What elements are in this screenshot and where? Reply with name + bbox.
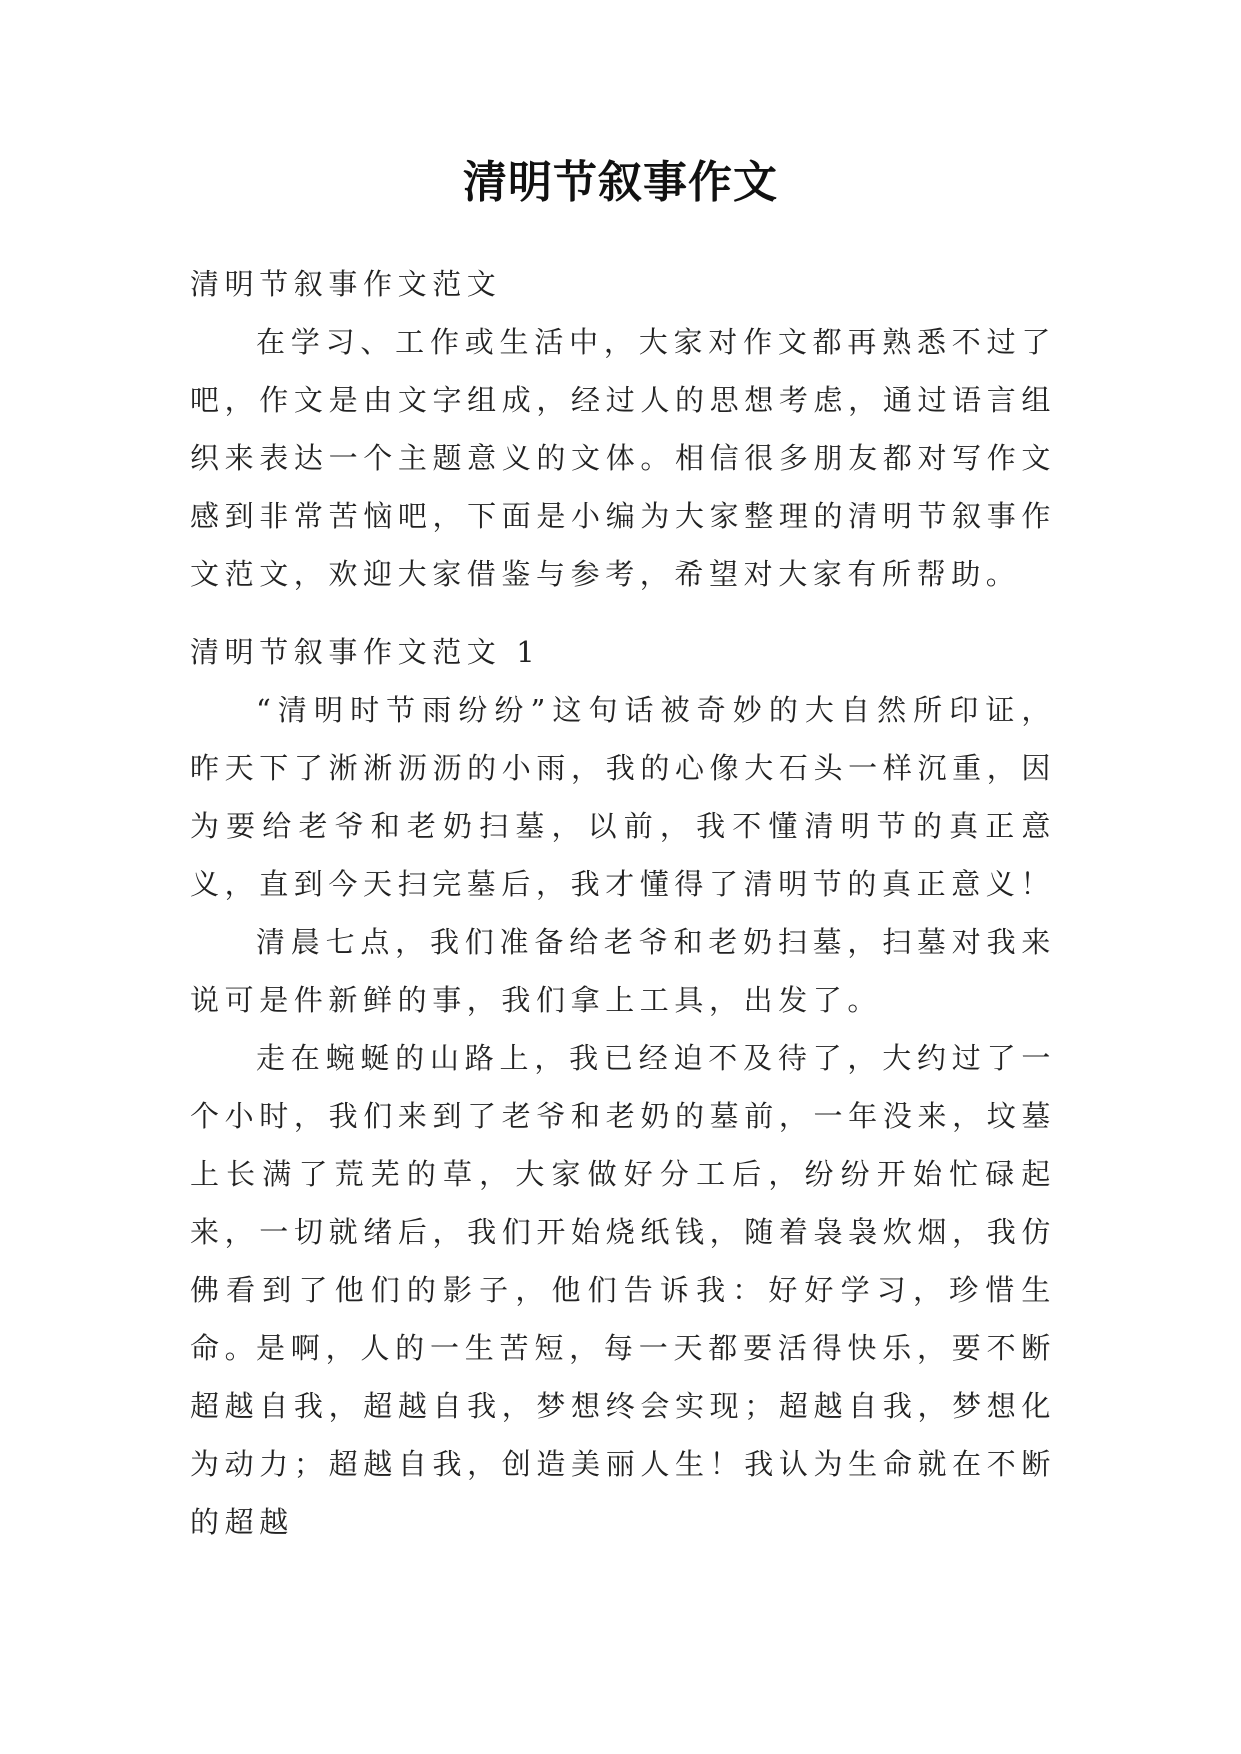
section-1-paragraph-4: 是啊，人的一生苦短，每一天都要活得快乐，要不断超越自我，超越自我，梦想终会实现；超越自我，梦想化为动力；超越自我，创造美丽人生！我认为生命就在不断的超越 bbox=[190, 1331, 1056, 1539]
document-subtitle: 清明节叙事作文范文 bbox=[190, 267, 502, 301]
document-title: 清明节叙事作文 bbox=[463, 157, 778, 208]
section-1-heading: 清明节叙事作文范文 1 bbox=[190, 635, 541, 669]
intro-paragraph: 在学习、工作或生活中，大家对作文都再熟悉不过了吧，作文是由文字组成，经过人的思想考虑，通过语言组织来表达一个主题意义的文体。相信很多朋友都对写作文感到非常苦恼吧，下面是小编为大家整理的清明节叙事作文范文，欢迎大家借鉴与参考，希望对大家有所帮助。 bbox=[190, 325, 1056, 591]
section-1-paragraph-2: 清晨七点，我们准备给老爷和老奶扫墓，扫墓对我来说可是件新鲜的事，我们拿上工具，出发了。 bbox=[190, 925, 1056, 1017]
section-1-paragraph-1: “清明时节雨纷纷”这句话被奇妙的大自然所印证，昨天下了淅淅沥沥的小雨，我的心像大石头一样沉重，因为要给老爷和老奶扫墓，以前，我不懂清明节的真正意义，直到今天扫完墓后，我才懂得了清明节的真正意义！ bbox=[190, 693, 1056, 901]
section-1-paragraph-3: 走在蜿蜒的山路上，我已经迫不及待了，大约过了一个小时，我们来到了老爷和老奶的墓前，一年没来，坟墓上长满了荒芜的草，大家做好分工后，纷纷开始忙碌起来，一切就绪后，我们开始烧纸钱，随着袅袅炊烟，我仿佛看到了他们的影子，他们告诉我：好好学习，珍惜生命。 bbox=[190, 1041, 1056, 1365]
